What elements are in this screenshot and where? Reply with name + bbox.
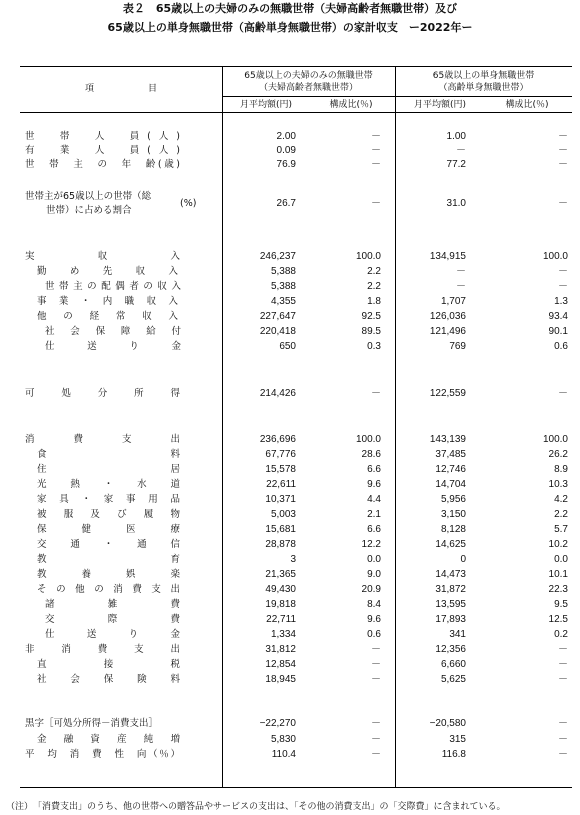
header-single-ratio: 構成比(％) xyxy=(505,100,549,110)
header-item: 項 目 xyxy=(84,84,157,94)
single-monthly-value: 14,625 xyxy=(435,539,466,550)
couple-monthly-value: 12,854 xyxy=(265,659,296,670)
single-ratio-value: 12.5 xyxy=(548,614,568,625)
couple-monthly-value: 2.00 xyxy=(276,131,296,142)
single-monthly-value: 126,036 xyxy=(429,311,466,322)
couple-ratio-value: － xyxy=(371,674,381,685)
header-couple-2: （夫婦高齢者無職世帯） xyxy=(258,83,358,93)
single-ratio-value: － xyxy=(558,674,568,685)
couple-monthly-value: 31,812 xyxy=(265,644,296,655)
single-monthly-value: 122,559 xyxy=(429,388,466,399)
couple-monthly-value: 220,418 xyxy=(259,326,296,337)
single-ratio-value: － xyxy=(558,159,568,170)
row-label: 社 会 保 険 料 xyxy=(37,674,180,685)
header-couple-1: 65歳以上の夫婦のみの無職世帯 xyxy=(244,71,373,81)
single-ratio-value: 10.2 xyxy=(548,539,568,550)
couple-monthly-value: 22,611 xyxy=(266,479,296,490)
single-ratio-value: － xyxy=(558,749,568,760)
single-ratio-value: － xyxy=(558,644,568,655)
single-monthly-value: 121,496 xyxy=(429,326,466,337)
header-mid-rule xyxy=(222,96,572,97)
row-label: 勤 め 先 収 入 xyxy=(37,266,178,277)
single-ratio-value: 26.2 xyxy=(548,449,568,460)
header-couple-monthly: 月平均額(円) xyxy=(239,100,293,110)
couple-monthly-value: 4,355 xyxy=(270,296,296,307)
couple-ratio-value: 8.4 xyxy=(367,599,381,610)
single-monthly-value: −20,580 xyxy=(429,718,466,729)
single-monthly-value: 31.0 xyxy=(446,198,466,209)
single-ratio-value: 0.0 xyxy=(554,554,568,565)
row-label: 世 帯 人 員(人) xyxy=(25,131,180,142)
single-ratio-value: 2.2 xyxy=(554,509,568,520)
couple-ratio-value: 6.6 xyxy=(367,524,381,535)
single-monthly-value: 14,473 xyxy=(435,569,466,580)
row-label: 光 熱 ・ 水 道 xyxy=(37,479,180,490)
row-label: 実 収 入 xyxy=(25,251,180,262)
row-label: 有 業 人 員(人) xyxy=(25,145,180,156)
couple-ratio-value: － xyxy=(371,749,381,760)
single-monthly-value: 341 xyxy=(449,629,466,640)
row-label: 他 の 経 常 収 入 xyxy=(37,311,178,322)
couple-monthly-value: 49,430 xyxy=(265,584,296,595)
couple-monthly-value: 214,426 xyxy=(259,388,296,399)
row-unit: (%) xyxy=(180,198,197,209)
couple-monthly-value: 0.09 xyxy=(276,145,296,156)
couple-monthly-value: 5,003 xyxy=(270,509,296,520)
row-label: 平 均 消 費 性 向（％） xyxy=(25,749,180,760)
row-label: 家具・家事用品 xyxy=(37,494,180,505)
row-label: 黒字［可処分所得－消費支出］ xyxy=(25,718,159,729)
couple-ratio-value: － xyxy=(371,131,381,142)
couple-monthly-value: 15,681 xyxy=(265,524,296,535)
row-label-continued: 世帯）に占める割合 xyxy=(46,205,132,216)
couple-monthly-value: 227,647 xyxy=(259,311,296,322)
couple-ratio-value: 12.2 xyxy=(361,539,381,550)
couple-ratio-value: － xyxy=(371,659,381,670)
header-bottom-rule xyxy=(20,112,572,113)
couple-monthly-value: 22,711 xyxy=(266,614,296,625)
row-label: 保 健 医 療 xyxy=(37,524,180,535)
single-ratio-value: 100.0 xyxy=(542,434,568,445)
couple-ratio-value: － xyxy=(371,145,381,156)
single-ratio-value: － xyxy=(558,659,568,670)
couple-ratio-value: 20.9 xyxy=(361,584,381,595)
couple-ratio-value: 9.0 xyxy=(367,569,381,580)
couple-ratio-value: 89.5 xyxy=(361,326,381,337)
single-ratio-value: 90.1 xyxy=(548,326,568,337)
column-divider-1 xyxy=(222,66,223,787)
couple-ratio-value: 2.1 xyxy=(367,509,381,520)
row-label: 被服及び履物 xyxy=(37,509,180,520)
single-monthly-value: 77.2 xyxy=(446,159,466,170)
header-single-1: 65歳以上の単身無職世帯 xyxy=(432,71,535,81)
row-label: 住 居 xyxy=(37,464,180,475)
single-monthly-value: 12,356 xyxy=(435,644,466,655)
single-ratio-value: 10.1 xyxy=(548,569,568,580)
row-label: 仕 送 り 金 xyxy=(45,341,181,352)
single-monthly-value: 315 xyxy=(449,734,466,745)
couple-monthly-value: 5,388 xyxy=(270,281,296,292)
couple-monthly-value: 67,776 xyxy=(265,449,296,460)
row-label: 世帯主が65歳以上の世帯（総 xyxy=(25,191,152,202)
row-label: 教 養 娯 楽 xyxy=(37,569,180,580)
couple-ratio-value: 2.2 xyxy=(367,266,381,277)
header-single-2: （高齢単身無職世帯） xyxy=(438,83,529,93)
couple-monthly-value: 19,818 xyxy=(265,599,296,610)
header-couple-ratio: 構成比(％) xyxy=(329,100,373,110)
couple-monthly-value: 76.9 xyxy=(276,159,296,170)
couple-ratio-value: 0.6 xyxy=(367,629,381,640)
couple-ratio-value: － xyxy=(371,734,381,745)
single-monthly-value: 5,956 xyxy=(440,494,466,505)
row-label: その他の消費支出 xyxy=(37,584,180,595)
row-label: 社 会 保 障 給 付 xyxy=(45,326,181,337)
header-single-monthly: 月平均額(円) xyxy=(413,100,467,110)
couple-monthly-value: 1,334 xyxy=(270,629,296,640)
single-ratio-value: 22.3 xyxy=(548,584,568,595)
row-label: 消 費 支 出 xyxy=(25,434,180,445)
single-ratio-value: 5.7 xyxy=(554,524,568,535)
table-top-rule xyxy=(20,66,572,67)
single-monthly-value: 3,150 xyxy=(440,509,466,520)
single-ratio-value: 1.3 xyxy=(554,296,568,307)
couple-ratio-value: 9.6 xyxy=(367,614,381,625)
row-label: 交 通 ・ 通 信 xyxy=(37,539,180,550)
single-ratio-value: 93.4 xyxy=(548,311,568,322)
footnote: （注） 「消費支出」のうち、他の世帯への贈答品やサービスの支出は、「その他の消費支出」の「交際費」に含まれている。 xyxy=(6,802,506,812)
couple-monthly-value: 246,237 xyxy=(259,251,296,262)
single-monthly-value: 37,485 xyxy=(435,449,466,460)
couple-ratio-value: 9.6 xyxy=(367,479,381,490)
row-label: 仕 送 り 金 xyxy=(45,629,180,640)
row-label: 可 処 分 所 得 xyxy=(25,388,180,399)
row-label: 世帯主の配偶者の収入 xyxy=(45,281,181,292)
row-label: 教 育 xyxy=(37,554,180,565)
single-monthly-value: 8,128 xyxy=(440,524,466,535)
single-monthly-value: 769 xyxy=(449,341,466,352)
single-ratio-value: 0.6 xyxy=(554,341,568,352)
single-ratio-value: － xyxy=(558,388,568,399)
row-label: 事業・内職収入 xyxy=(37,296,178,307)
single-ratio-value: － xyxy=(558,145,568,156)
single-ratio-value: 9.5 xyxy=(554,599,568,610)
single-monthly-value: 1,707 xyxy=(440,296,466,307)
couple-ratio-value: 1.8 xyxy=(367,296,381,307)
couple-ratio-value: 100.0 xyxy=(355,434,381,445)
single-monthly-value: 12,746 xyxy=(435,464,466,475)
row-label: 直 接 税 xyxy=(37,659,180,670)
couple-ratio-value: 100.0 xyxy=(355,251,381,262)
couple-monthly-value: 236,696 xyxy=(259,434,296,445)
couple-monthly-value: 650 xyxy=(279,341,296,352)
single-ratio-value: － xyxy=(558,266,568,277)
couple-ratio-value: － xyxy=(371,644,381,655)
couple-monthly-value: 10,371 xyxy=(265,494,296,505)
row-label: 食 料 xyxy=(37,449,180,460)
row-label: 交 際 費 xyxy=(45,614,180,625)
table-bottom-rule xyxy=(20,787,572,788)
single-ratio-value: 10.3 xyxy=(548,479,568,490)
couple-ratio-value: － xyxy=(371,159,381,170)
couple-ratio-value: － xyxy=(371,718,381,729)
single-monthly-value: 13,595 xyxy=(435,599,466,610)
single-ratio-value: － xyxy=(558,734,568,745)
couple-ratio-value: 0.0 xyxy=(367,554,381,565)
single-monthly-value: － xyxy=(456,266,466,277)
couple-ratio-value: 0.3 xyxy=(367,341,381,352)
single-ratio-value: － xyxy=(558,198,568,209)
couple-ratio-value: － xyxy=(371,388,381,399)
couple-monthly-value: 110.4 xyxy=(271,749,296,760)
single-ratio-value: － xyxy=(558,281,568,292)
single-ratio-value: － xyxy=(558,131,568,142)
row-label: 世 帯 主 の 年 齢(歳) xyxy=(25,159,180,170)
couple-ratio-value: 28.6 xyxy=(361,449,381,460)
row-label: 金 融 資 産 純 増 xyxy=(37,734,180,745)
single-monthly-value: － xyxy=(456,145,466,156)
single-monthly-value: 0 xyxy=(460,554,466,565)
single-ratio-value: 0.2 xyxy=(554,629,568,640)
couple-monthly-value: −22,270 xyxy=(259,718,296,729)
couple-ratio-value: 6.6 xyxy=(367,464,381,475)
single-monthly-value: 116.8 xyxy=(441,749,466,760)
row-label: 非 消 費 支 出 xyxy=(25,644,180,655)
single-monthly-value: 5,625 xyxy=(440,674,466,685)
single-monthly-value: 134,915 xyxy=(429,251,466,262)
couple-monthly-value: 18,945 xyxy=(265,674,296,685)
single-monthly-value: － xyxy=(456,281,466,292)
single-ratio-value: 100.0 xyxy=(542,251,568,262)
couple-ratio-value: － xyxy=(371,198,381,209)
couple-monthly-value: 5,830 xyxy=(270,734,296,745)
couple-monthly-value: 5,388 xyxy=(270,266,296,277)
single-ratio-value: 8.9 xyxy=(554,464,568,475)
single-monthly-value: 143,139 xyxy=(429,434,466,445)
single-monthly-value: 31,872 xyxy=(435,584,466,595)
single-ratio-value: － xyxy=(558,718,568,729)
couple-monthly-value: 3 xyxy=(290,554,296,565)
column-divider-2 xyxy=(395,66,396,787)
couple-monthly-value: 21,365 xyxy=(265,569,296,580)
table-title-line2: 65歳以上の単身無職世帯（高齢単身無職世帯）の家計収支 ー2022年ー xyxy=(107,21,473,34)
single-monthly-value: 14,704 xyxy=(435,479,466,490)
couple-monthly-value: 28,878 xyxy=(265,539,296,550)
couple-ratio-value: 4.4 xyxy=(367,494,381,505)
table-title-line1: 表２ 65歳以上の夫婦のみの無職世帯（夫婦高齢者無職世帯）及び xyxy=(122,2,458,15)
couple-ratio-value: 92.5 xyxy=(361,311,381,322)
single-monthly-value: 1.00 xyxy=(446,131,466,142)
row-label: 諸 雑 費 xyxy=(45,599,180,610)
single-ratio-value: 4.2 xyxy=(554,494,568,505)
couple-monthly-value: 15,578 xyxy=(265,464,296,475)
single-monthly-value: 17,893 xyxy=(435,614,466,625)
couple-ratio-value: 2.2 xyxy=(367,281,381,292)
couple-monthly-value: 26.7 xyxy=(276,198,296,209)
single-monthly-value: 6,660 xyxy=(440,659,466,670)
